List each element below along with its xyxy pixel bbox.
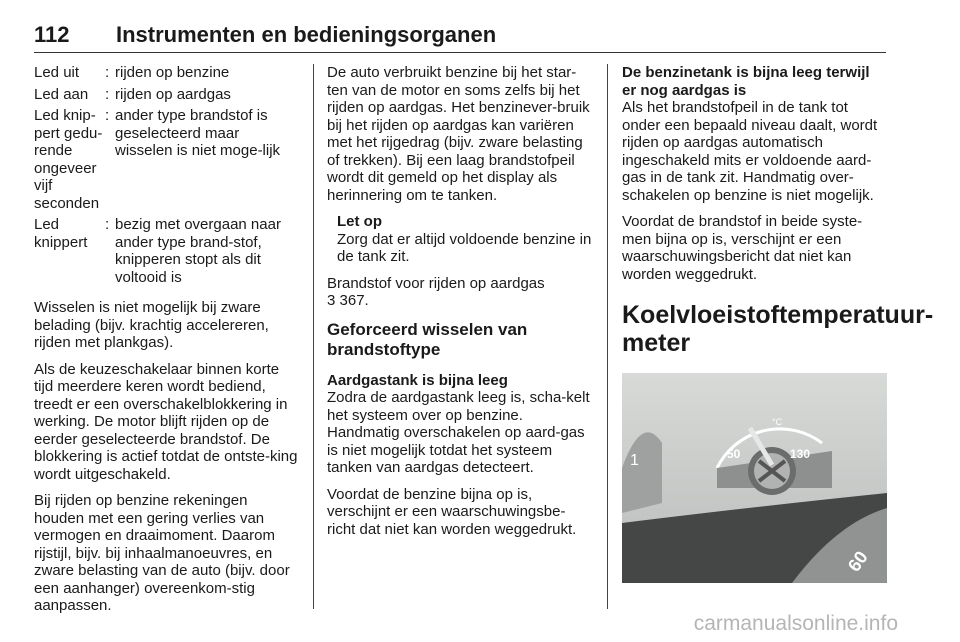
paragraph: Als de keuzeschakelaar binnen korte tijd meerdere keren wordt bediend, treedt er een overschakelblokkering in werking. De motor blijft rijden op de eerder geselecteerde brandstof. De blokkering is actief totdat de ontste-king wordt uitgeschakeld. — [34, 360, 298, 483]
coolant-gauge-figure — [622, 373, 887, 583]
paragraph: Zodra de aardgastank leeg is, scha-kelt het systeem over op benzine. Handmatig overschakelen op aard-gas is niet mogelijk totdat het systeem tanken van aardgas detecteert. — [327, 389, 590, 476]
column-3 — [622, 64, 934, 583]
speedometer-number: 60 — [843, 547, 872, 576]
led-separator: : — [105, 85, 110, 103]
paragraph: Voordat de benzine bijna op is, verschijnt er een waarschuwingsbe-richt dat niet kan worden weggedrukt. — [327, 485, 577, 538]
left-gauge-digit: 1 — [630, 452, 639, 469]
led-description: rijden op benzine — [115, 64, 230, 81]
coolant-gauge-illustration — [622, 373, 887, 583]
led-term: Led aan — [34, 85, 89, 103]
column-divider-2 — [607, 64, 608, 609]
note-title: Let op — [337, 213, 382, 230]
led-separator: : — [105, 64, 110, 81]
paragraph: De auto verbruikt benzine bij het star-ten van de motor en soms zelfs bij het rijden op aardgas. Het benzinever-bruik bij het rijden op aardgas kan variëren met het rijgedrag (bijv. zware belasting of trekken). Bij een laag brandstofpeil wordt dit gemeld op het display als herinnering om te tanken. — [327, 64, 590, 204]
led-separator: : — [105, 216, 110, 233]
chapter-title: Instrumenten en bedieningsorganen — [116, 22, 497, 47]
column-divider-1 — [313, 64, 314, 609]
led-separator: : — [105, 107, 110, 124]
paragraph: Wisselen is niet mogelijk bij zware belading (bijv. krachtig accelereren, rijden met plankgas). — [34, 299, 269, 351]
led-description: bezig met overgaan naar ander type brand-stof, knipperen stopt als dit voltooid is — [115, 216, 281, 286]
paragraph: Bij rijden op benzine rekeningen houden met een gering verlies van vermogen en draaimoment. Daarom rijstijl, bijv. bij inhaalmanoeuvres, en zware belasting van de auto (bijv. door een aanhanger) overeenkom-stig aanpassen. — [34, 492, 290, 614]
led-description: rijden op aardgas — [115, 85, 231, 103]
note-text: Zorg dat er altijd voldoende benzine in de tank zit. — [337, 230, 592, 265]
led-term: Led knippert — [34, 216, 88, 251]
paragraph: Als het brandstofpeil in de tank tot onder een bepaald niveau daalt, wordt rijden op aardgas automatisch ingeschakeld mits er voldoende aard-gas in de tank zit. Handmatig over-schakelen op benzine is niet mogelijk. — [622, 99, 878, 204]
page-number: 112 — [34, 22, 70, 47]
paragraph: Voordat de brandstof in beide syste-men bijna op is, verschijnt er een waarschuwingsbericht dat niet kan worden weggedrukt. — [622, 213, 863, 283]
led-status-table — [34, 64, 299, 290]
led-term: Led knip-pert gedu-rende ongeveer vijf seconden — [34, 107, 103, 212]
led-term: Led uit — [34, 64, 80, 81]
header-divider — [34, 52, 886, 53]
page-header — [34, 22, 886, 52]
column-1 — [34, 64, 299, 624]
led-description: ander type brandstof is geselecteerd maar wisselen is niet moge-lijk — [115, 107, 281, 159]
page-reference-link[interactable]: 3 367. — [327, 292, 369, 309]
main-heading: Koelvloeistoftemperatuur-meter — [622, 301, 934, 357]
gauge-min-label: 50 — [727, 447, 741, 461]
gauge-max-label: 130 — [790, 447, 811, 461]
note-box — [337, 213, 592, 266]
cross-reference — [327, 275, 592, 310]
thermometer-icon: °C — [772, 417, 783, 427]
column-2 — [327, 64, 592, 547]
watermark: carmanualsonline.info — [693, 612, 898, 635]
section-heading: Geforceerd wisselen van brandstoftype — [327, 319, 528, 359]
subsection-heading: De benzinetank is bijna leeg terwijl er nog aardgas is — [622, 64, 870, 99]
reference-text: Brandstof voor rijden op aardgas — [327, 274, 545, 292]
subsection-heading: Aardgastank is bijna leeg — [327, 371, 508, 389]
